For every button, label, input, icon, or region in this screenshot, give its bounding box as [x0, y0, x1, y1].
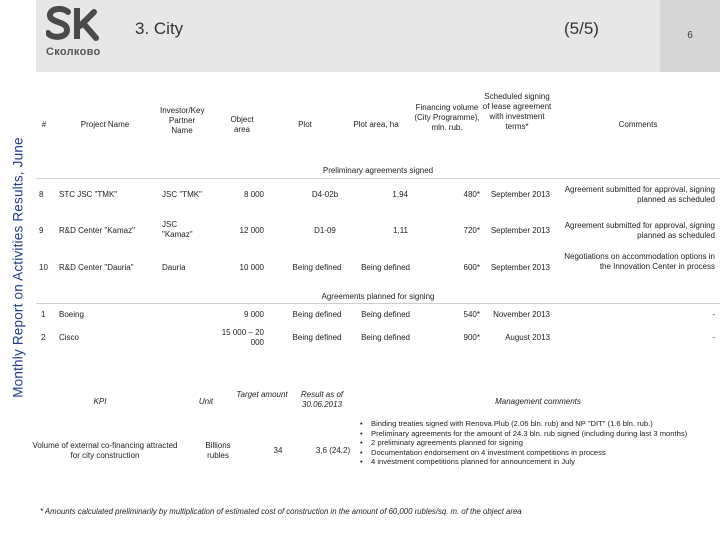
row-comments: Agreement submitted for approval, signing planned as scheduled — [564, 185, 715, 204]
col-header-comments: Comments — [618, 120, 658, 129]
row-lease: November 2013 — [493, 310, 550, 319]
unit-header: Unit — [198, 397, 214, 406]
divider — [36, 178, 720, 179]
row-area: 12 000 — [239, 226, 264, 235]
row-financing: 540* — [463, 310, 480, 319]
divider — [36, 303, 720, 304]
row-area: 9 000 — [243, 310, 264, 319]
row-financing: 600* — [463, 263, 480, 272]
footnote: * Amounts calculated preliminarily by multiplication of estimated cost of construction in the amount of 60,000 rubles/sq. m. of the object area — [40, 507, 522, 516]
kpi-unit: Billions rubles — [205, 441, 231, 460]
row-area: 10 000 — [239, 263, 264, 272]
row-num: 10 — [39, 263, 48, 272]
logo-text: Сколково — [46, 46, 101, 58]
row-num: 8 — [39, 190, 44, 199]
result-header: Result as of 30.06.2013 — [300, 390, 344, 409]
row-plot-area: Being defined — [361, 333, 410, 342]
row-area: 15 000 – 20 000 — [221, 328, 264, 347]
row-comments: - — [712, 333, 715, 342]
col-header-num: # — [41, 120, 47, 129]
list-item: • 4 investment competitions planned for announcement in July — [360, 457, 710, 467]
kpi-result: 3,6 (24,2) — [315, 446, 351, 455]
row-num: 1 — [41, 310, 46, 319]
list-item: • Binding treaties signed with Renova Plub (2.06 bln. rub) and NP "DIT" (1.6 bln. rub.) — [360, 419, 710, 429]
row-financing: 900* — [463, 333, 480, 342]
row-comments: Agreement submitted for approval, signing planned as scheduled — [564, 221, 715, 240]
management-comments-header: Management comments — [495, 397, 581, 406]
col-header-project: Project Name — [80, 120, 130, 129]
sidebar-title: Monthly Report on Activities Results, June — [10, 137, 26, 398]
row-lease: September 2013 — [490, 226, 550, 235]
col-header-object-area: Object area — [230, 115, 254, 134]
row-plot: Being defined — [292, 263, 342, 272]
row-plot: Being defined — [292, 333, 342, 342]
row-num: 9 — [39, 226, 44, 235]
row-project: Cisco — [59, 333, 80, 342]
row-plot-area: 1,11 — [393, 226, 408, 235]
page-number: 6 — [687, 30, 693, 41]
row-investor: Dauria — [162, 263, 186, 272]
row-financing: 480* — [463, 190, 480, 199]
row-project: R&D Center "Dauria" — [59, 263, 134, 272]
row-investor: JSC "Kamaz" — [162, 220, 193, 239]
row-comments: Negotiations on accommodation options in the Innovation Center in process — [564, 252, 715, 271]
sk-logo-icon — [46, 6, 102, 42]
col-header-investor: Investor/Key Partner Name — [160, 106, 205, 135]
slide-counter: (5/5) — [564, 19, 599, 38]
section-signed: Preliminary agreements signed — [322, 166, 434, 175]
list-item: • Documentation endorsement on 4 investment competitions in process — [360, 448, 710, 458]
row-plot-area: Being defined — [361, 310, 410, 319]
list-item: • 2 preliminary agreements planned for signing — [360, 438, 710, 448]
row-project: Boeing — [59, 310, 84, 319]
row-comments: - — [712, 310, 715, 319]
col-header-plot: Plot — [298, 120, 312, 129]
row-area: 8 000 — [243, 190, 264, 199]
row-plot: Being defined — [292, 310, 342, 319]
row-lease: August 2013 — [505, 333, 550, 342]
row-lease: September 2013 — [490, 190, 550, 199]
row-plot-area: 1,94 — [392, 190, 408, 199]
page-number-box — [660, 0, 720, 72]
kpi-header: KPI — [93, 397, 107, 406]
row-project: STC JSC "TMK" — [59, 190, 118, 199]
row-project: R&D Center "Kamaz" — [59, 226, 135, 235]
page-title: 3. City — [135, 19, 184, 38]
row-financing: 720* — [463, 226, 480, 235]
col-header-lease: Scheduled signing of lease agreement with investment terms* — [482, 92, 552, 131]
section-planned: Agreements planned for signing — [321, 292, 435, 301]
row-plot: D4-02b — [311, 190, 339, 199]
row-investor: JSC "TMK" — [162, 190, 202, 199]
list-item: • Preliminary agreements for the amount of 24.3 bln. rub signed (including during last 3 months) — [360, 429, 710, 439]
row-plot: D1-09 — [314, 226, 336, 235]
skolkovo-logo — [42, 6, 122, 58]
management-comments-list — [360, 419, 710, 467]
kpi-target: 34 — [273, 446, 283, 455]
kpi-name: Volume of external co-financing attracted for city construction — [32, 441, 178, 460]
target-header: Target amount — [236, 390, 288, 399]
col-header-plot-area: Plot area, ha — [353, 120, 399, 129]
header — [36, 0, 720, 72]
col-header-financing: Financing volume (City Programme), mln. rub. — [414, 103, 480, 132]
row-lease: September 2013 — [490, 263, 550, 272]
row-plot-area: Being defined — [361, 263, 410, 272]
row-num: 2 — [41, 333, 46, 342]
